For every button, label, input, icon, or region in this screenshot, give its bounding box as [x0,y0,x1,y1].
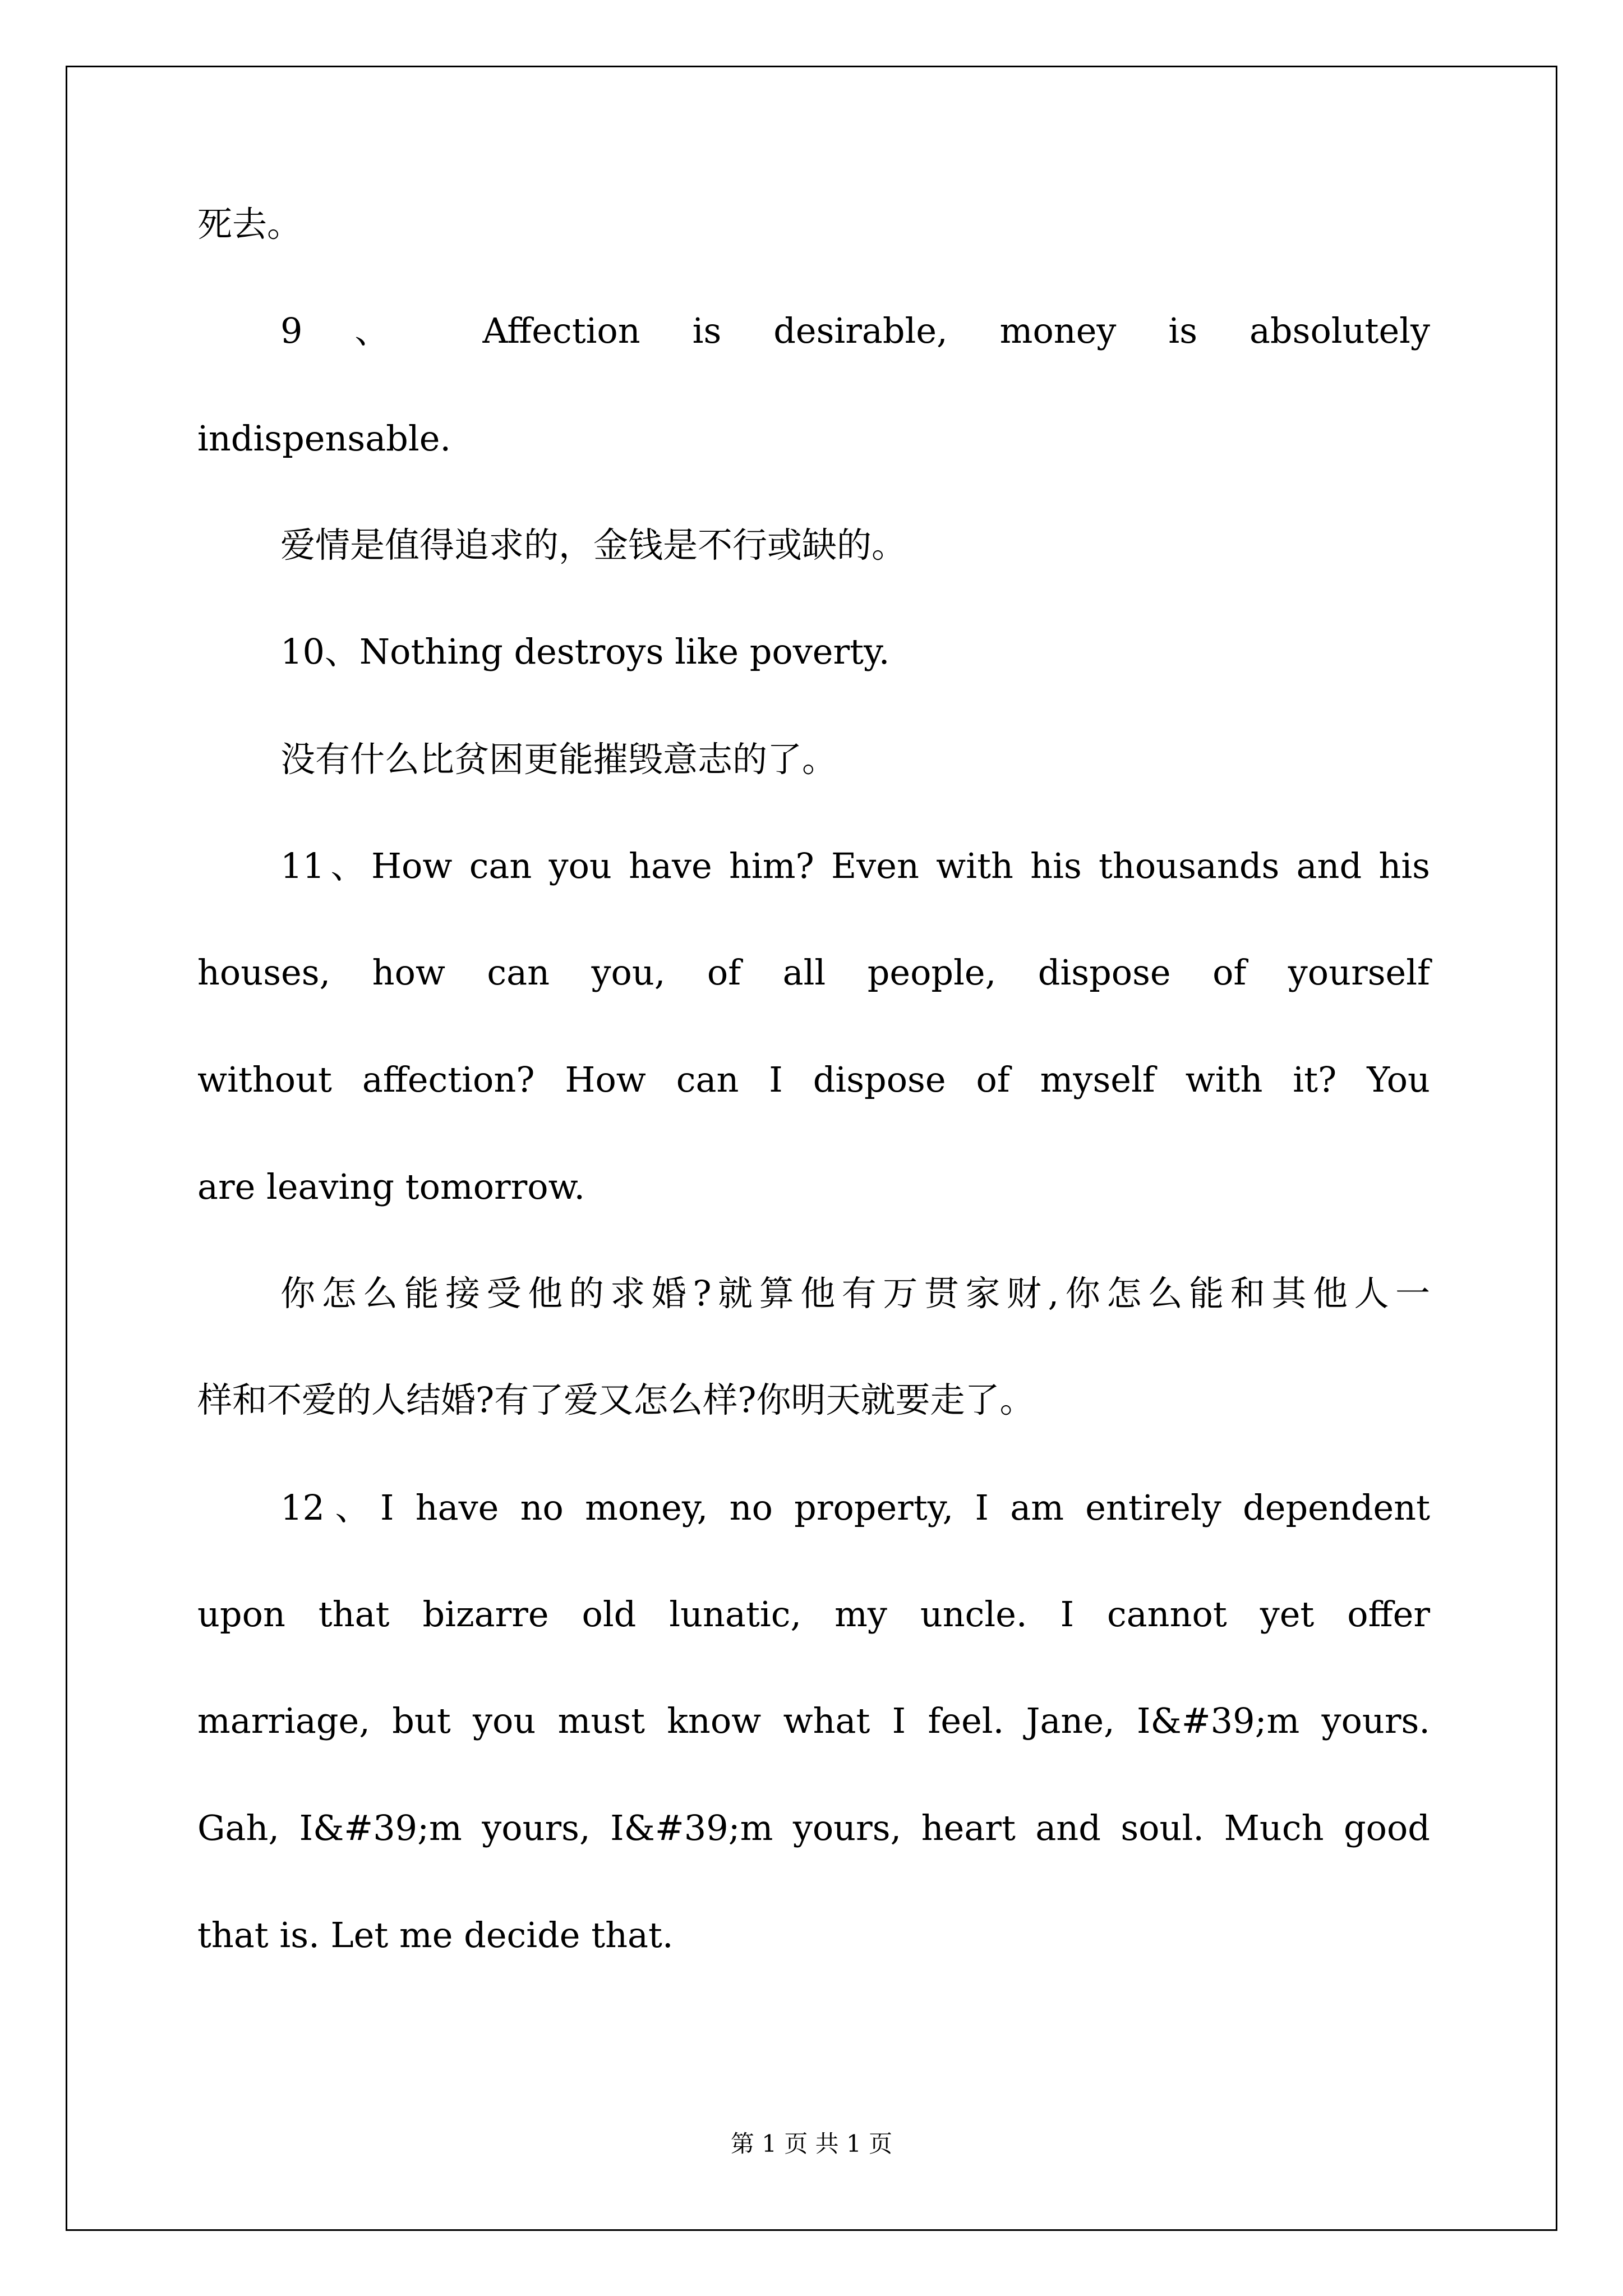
text-line: without affection? How can I dispose of myself with it? You [197,1059,1430,1100]
text-line: 9 、 Affection is desirable, money is absolutely [280,310,1430,351]
text-line: Gah, I&#39;m yours, I&#39;m yours, heart and soul. Much good [197,1807,1430,1848]
text-line: 死去。 [197,204,302,245]
text-line: marriage, but you must know what I feel. Jane, I&#39;m yours. [197,1700,1430,1741]
text-line: 12、I have no money, no property, I am entirely dependent [280,1487,1430,1528]
text-line: indispensable. [197,418,451,459]
text-line: 11、How can you have him? Even with his thousands and his [280,845,1430,886]
text-line: upon that bizarre old lunatic, my uncle. I cannot yet offer [197,1594,1430,1635]
text-line: that is. Let me decide that. [197,1915,674,1955]
page-border [66,66,1557,2231]
text-line: houses, how can you, of all people, dispose of yourself [197,952,1430,993]
text-line: 样和不爱的人结婚?有了爱又怎么样?你明天就要走了。 [197,1379,1035,1420]
text-line: 爱情是值得追求的，金钱是不行或缺的。 [280,524,907,565]
text-line: are leaving tomorrow. [197,1166,585,1207]
text-line: 10、Nothing destroys like poverty. [280,631,890,672]
page-number-footer: 第 1 页 共 1 页 [730,2130,893,2157]
text-line: 没有什么比贫困更能摧毁意志的了。 [280,739,837,780]
text-line: 你怎么能接受他的求婚?就算他有万贯家财,你怎么能和其他人一 [280,1273,1430,1314]
